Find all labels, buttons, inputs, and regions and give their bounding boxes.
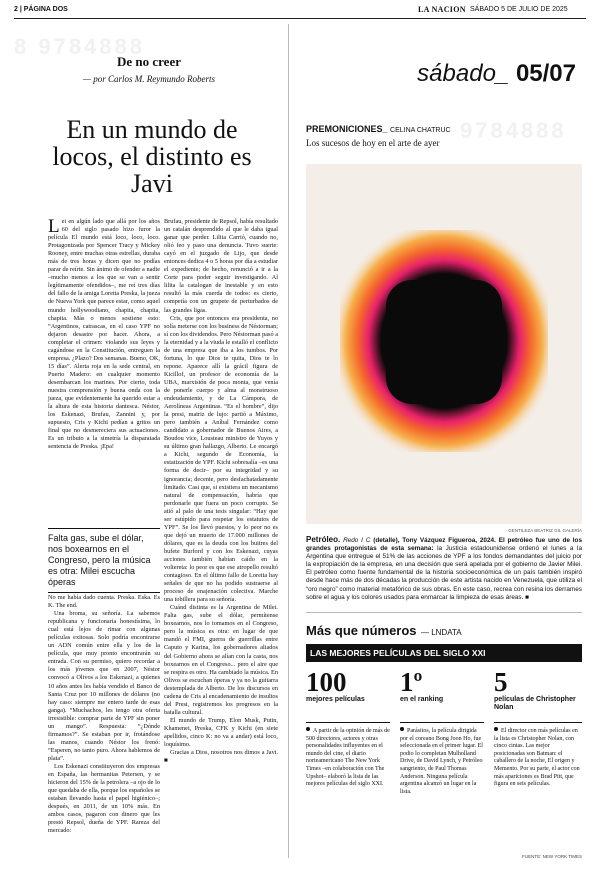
numbers-subtitle-bar (306, 644, 582, 662)
stat-description: A partir de la opinión de más de 500 directores, actores y otras personalidades influyentes en el mundo del cine, el diario norteamericano The New York Times –en colaboración con The Upshot– elaboró la lista de las mejores películas del siglo XXI. (306, 728, 390, 788)
article-col1: Lei en algún lado que allá por los años 60 del siglo pasado hizo furor la película El mundo está loco, loco, loco. Protagonizada por Spencer Tracy y Mickey Rooney, entre muchas otras estrellas, duraba más de tres horas y dicen que no podías parar de reírte. Sin ánimo de ofender a nadie –mucho menos a los que se van a sentir legítimamente ofendidos–, me reí tres días del fallo de la amiga Loretta Preska, la jueza de Nueva York que parece estar, como aquel mundo hollywoodiano, chapita, chapita, chapita. Más o menos sostiene esto: “Argentinos, catrascas, en el caso YPF no dejaron desastre por hacer. Ahora, a completar el crimen: violando sus leyes y cagándose en la Constitución, entreguen la empresa. ¿Plazo? Dos semanas. Bueno, OK, 15 días”. Alerta roja en la sede central, en Puerto Madero: en cualquier momento desembarcan los marines. Por cierto, toda nuestra comprensión y buena onda con la jueza, que evidentemente ha querido estar a la altura de esta historia dantesca. Néstor, los Eskenazi, Brufau, Zannini y, por supuesto, Cris y Kichi pedían a gritos un final que no desmereciera sus actuaciones. Es un tributo a la simetría la disparatada sentencia de Preska. ¡Epa! (48, 216, 160, 451)
day-label: sábado_ (417, 60, 510, 87)
watermark-code-right: 9784888 (460, 118, 567, 143)
section-divider (306, 612, 582, 613)
stat-label: en el ranking (400, 696, 444, 703)
stat-number: 5 (494, 667, 508, 697)
column-byline: — por Carlos M. Reymundo Roberts (83, 74, 215, 84)
stat-description: Parásitos, la película dirigida por el coreano Bong Joon Ho, fue seleccionada en el primer lugar. El podio lo completan Mulholland Drive, de David Lynch, y Petróleo sangriento, de Paul Thomas Anderson. Ninguna película argentina alcanzó un lugar en la lista. (400, 728, 483, 795)
numbers-subtitle: LAS MEJORES PELÍCULAS DEL SIGLO XXI (310, 648, 486, 658)
stat-2 (400, 668, 484, 796)
headline: En un mundo de locos, el distinto es Javi (52, 115, 252, 198)
article-col2: Brufau, presidente de Repsol, había resultado un catalán desprendido al que le daba igual ganar que perder. Lilita Carrió, cuando no, olió feo y paso una denuncia. Tuvo suerte: cayó en el juzgado de Lijo, que desde entonces dedica 4 o 5 horas por día a estudiar el expediente; de hecho, renunció a ir a la Corte para poder seguir investigando. Al lilita la catalogan de inestable y en esto resultó la más cuerda de todos: es cierto, competía con un grupete de perturbados de las grandes ligas. Cris, que por entonces era presidenta, no solía meterse con los business de Néstorman; sí con los dividendos. Pero Néstorman pasó a la eternidad y a la viuda le estalló el conflicto de una empresa que iba a los tumbos. Por fortuna, lo que Dios te quita, Dios te lo repone. Aparece allí la grácil figura de Kicillof, un profesor de economía de la UBA, marxistón de poca monta, que venía de ponerle cuerpo y alma al monstruoso endeudamiento, y de La Cámpora, de Aerolíneas Argentinas. “Es el hombre”, dijo la presi, matriz de lujo: partió a Máximo, pero también a Aníbal Fernández como candidato a gobernador de Buenos Aires, a Boudou vice, Lousteau ministro de Yuyos y su último gran hallazgo, Alberto. Le encargó a Kichi, segundo de Economía, la estatización de YPF. Kichi sobresalía –es una forma de decir– por su integridad y su ignorancia; decente, pero desfachatadamente limitado. Casi que, si existiera un mecanismo natural de compensación, habría que perdonarle que fuera un poco corrupto. Se atió al palo de una tesis singular: “Hay que ser estúpido para respetar los estatutos de YPF”. Se los llevó puestos, y lo peor no es que dejó un muerto de 17.000 millones de dólares, que es la deuda con los buitres del bufete Burford y con los Eskenazi, cuyas acciones también habían caído en la voltereta: lo peor es que ese atropello resultó contagioso. En el último fallo de Loretta hay señales de que no ha podido sustraerse al proceso de enajenación colectiva. Marche una tobillera para su señoría. Cuánd distinta es la Argentina de Milei. Falta gas, sube el dólar, permítense boxearnos, nos lo tomamos en el Congreso, pero la música es otra: en lugar de que mandó el FMI, guerra de guerrillas entre Caputo y Karina, los gobernadores aliados del Gobierno ahora se alían con la casta, nos boxearnos en el Congreso... pero el aire que se respira es otro. Ha cambiado la música. En Olivos se escuchan óperas y ya no la guitarra destemplada de Alberto. De los discursos en cadena de Cris al encadenamiento de insultos del Presi, registremos los progresos en la batalla cultural. El mundo de Trump, Elon Musk, Putin, Khamenei, Preska, CFK y Kichi (en siete apellidos, cinco K: no va a andar) está loco, loquísimo. Gracias a Dios, nosotros nos dimos a Javi. ■ (164, 218, 278, 765)
page-header (14, 4, 586, 19)
article-col1b: No me había dado cuenta. Preska. Eska. Es K. The end. Una broma, su señoría. La sabemos republicana y funcionaria honestísima, lo cual está lejos de rimar con algunas películas exitosas. Solo podría encontrarse un ADN común entre ella y los de la película, que muy pronto encontrarán su entrada. Con su permiso, quiero recordar a los más jóvenes que en 2007, Néstor convocó a Olivos a los Eskenazi, a quienes 10 años antes les había vendido el Banco de Santa Cruz por 10 millones de dólares (no hay caso: siempre me entero tarde de esas ganga). “Muchachos, les tengo otra oferta irresistible: comprar parte de YPF sin poner un mango”. Respuesta: “¿Dónde firmamos?”. Se estaban por ir, frotándose las manos, cuando Néstor los frenó: “Esperen, no tanto puro. Ahora hablemos de plata”. Los Eskenazi constituyeron dos empresas en España, las hermanitas Petersen, y se hicieron del 15% de la petrolera –a ojo de lo que quedaba de ella, porque los españoles se estaban llevando hasta el papel higiénico–; después, en 2011, de un 10% más. En ambos casos, pagaron con dinero que les prestó Repsol, dueña de YPF. Rareza del mercado: (48, 594, 160, 835)
pull-quote: Falta gas, sube el dólar, nos boxearnos en el Congreso, pero la música es otra: Milei escucha óperas (48, 528, 160, 593)
oil-artwork-svg (306, 164, 582, 524)
column-title: De no creer (116, 54, 181, 69)
premoniciones-header: PREMONICIONES_ CELINA CHATRUC (306, 124, 451, 134)
stat-number: 1º (400, 667, 423, 697)
numbers-source: — LNDATA (420, 628, 462, 637)
premoniciones-subtitle: Los sucesos de hoy en el arte de ayer (306, 138, 440, 148)
column-divider (288, 24, 289, 858)
stat-label: mejores películas (306, 696, 365, 703)
watermark-code: 8 9784888 (14, 34, 145, 59)
image-credit: GENTILEZA BEATRIZ GIL GALERÍA (508, 528, 582, 533)
stat-description: El director con más películas en la lista es Christopher Nolan, con cinco cintas. Las mejor posicionadas son Batman: el caballero de la noche, El origen y Memento. Por su parte, el actor con más apariciones es Brad Pitt, que figura en seis películas. (494, 728, 580, 788)
stat-label: películas de Christopher Nolan (494, 696, 576, 711)
date-heading (300, 60, 576, 88)
artwork-image (306, 164, 582, 524)
stat-1 (306, 668, 390, 789)
opinion-column (14, 20, 284, 860)
dropcap: L (48, 216, 60, 237)
stat-number: 100 (306, 667, 347, 697)
stat-3 (494, 668, 582, 789)
page-number: 2 | PÁGINA DOS (14, 6, 68, 13)
numbers-header (306, 622, 462, 640)
artwork-caption: Petróleo. Redo I C (detalle), Tony Vázquez Figueroa, 2024. El petróleo fue uno de los grandes protagonistas de esta semana: la Justicia estadounidense ordenó el lunes a la Argentina que entregue el 51% de las acciones de YPF a los fondos demandantes del juicio por la expropiación de la empresa, en una decisión que será apelada por el gobierno de Javier Milei. El petróleo como fuente fundamental de la historia socioeconómica de un país también inspiró desde hace más de dos décadas la producción de este artista nacido en Venezuela, que utiliza el “oro negro” como material metafórico de sus obras. En este caso, recrea con resina los derrames sobre el agua y los colores usados para enmarcar la limpieza de esas áreas. ■ (306, 535, 583, 601)
masthead: LA NACION (418, 5, 466, 14)
numbers-source-note: FUENTE: NEW YORK TIMES (522, 854, 582, 859)
date-label: 05/07 (515, 60, 576, 87)
header-date: SÁBADO 5 DE JULIO DE 2025 (470, 6, 568, 13)
numbers-title: Más que números (306, 623, 417, 638)
